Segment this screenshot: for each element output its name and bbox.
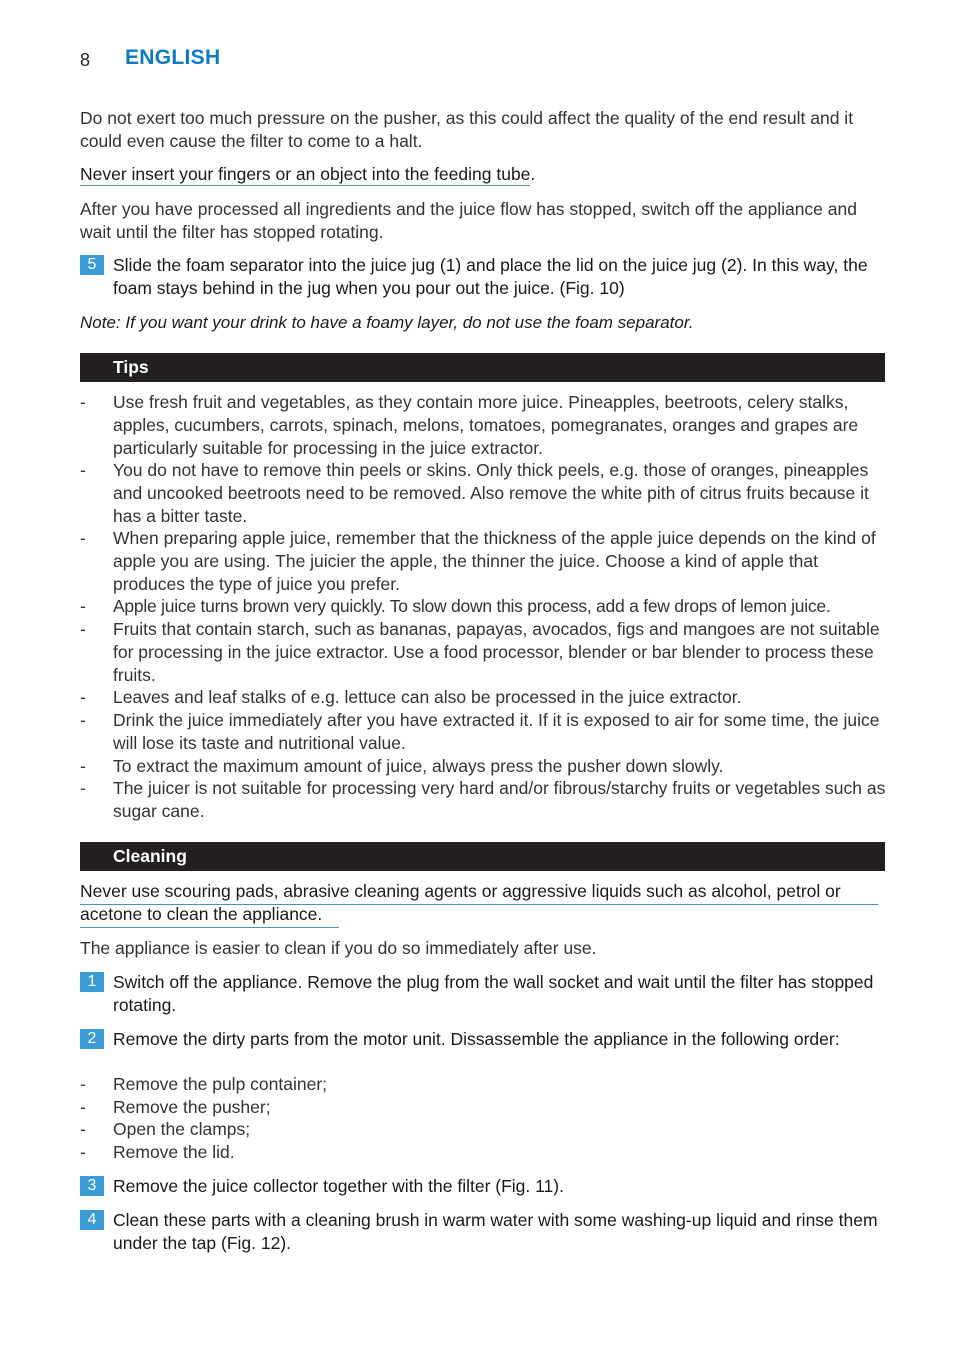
tip-item [80,709,886,755]
tip-item [80,391,886,460]
tip-text: Fruits that contain starch, such as bananas, papayas, avocados, figs and mangoes are not suitable for processing in the juice extractor. Use a food processor, blender or bar blender to process these fruits. [113,619,880,685]
dash: - [80,756,86,776]
step-number-badge: 4 [80,1210,104,1230]
tip-item [80,618,886,687]
substep-item [80,1096,886,1119]
dash: - [80,1142,86,1162]
dash: - [80,596,86,616]
substep-item [80,1073,886,1096]
cleaning-step-3 [80,1175,886,1198]
language-heading: ENGLISH [125,46,221,69]
warning-text: Never use scouring pads, abrasive cleaning agents or aggressive liquids such as alcohol, petrol or [80,880,878,905]
tip-text: Leaves and leaf stalks of e.g. lettuce can also be processed in the juice extractor. [113,687,742,707]
dash: - [80,778,86,798]
dash: - [80,1119,86,1139]
tip-item [80,595,886,618]
step-text: Slide the foam separator into the juice jug (1) and place the lid on the juice jug (2). In this way, the foam stays behind in the jug when you pour out the juice. (Fig. 10) [113,255,868,298]
intro-paragraph: Do not exert too much pressure on the pusher, as this could affect the quality of the end result and it could even cause the filter to come to a halt. [80,108,854,151]
dash: - [80,619,86,639]
step-text: Clean these parts with a cleaning brush in warm water with some washing-up liquid and rinse them under the tap (Fig. 12). [113,1210,878,1253]
section-title: Cleaning [113,846,187,866]
dash: - [80,528,86,548]
tip-text: To extract the maximum amount of juice, always press the pusher down slowly. [113,756,724,776]
cleaning-warning-line-1 [80,880,886,905]
warning-feeding-tube [80,163,886,186]
section-title: Tips [113,357,149,377]
dash: - [80,392,86,412]
tip-text: Apple juice turns brown very quickly. To slow down this process, add a few drops of lemon juice. [113,596,831,616]
dash: - [80,710,86,730]
substep-text: Remove the pusher; [113,1097,271,1117]
note-foamy-layer: Note: If you want your drink to have a foamy layer, do not use the foam separator. [80,313,694,332]
substep-text: Remove the lid. [113,1142,235,1162]
warning-text: acetone to clean the appliance. [80,903,339,928]
section-header-tips [80,353,885,382]
dash: - [80,1097,86,1117]
step-number-badge: 2 [80,1029,104,1049]
warning-text: Never insert your fingers or an object into the feeding tube [80,164,531,184]
step-text: Remove the dirty parts from the motor unit. Dissassemble the appliance in the following order: [113,1029,840,1049]
tip-item [80,686,886,709]
step-text: Switch off the appliance. Remove the plug from the wall socket and wait until the filter has stopped rotating. [113,972,874,1015]
substep-item [80,1118,886,1141]
cleaning-step-2 [80,1028,886,1074]
tip-text: Drink the juice immediately after you have extracted it. If it is exposed to air for some time, the juice will lose its taste and nutritional value. [113,710,880,753]
after-processing-paragraph: After you have processed all ingredients and the juice flow has stopped, switch off the appliance and wait until the filter has stopped rotating. [80,199,857,242]
tip-item [80,755,886,778]
tip-text: You do not have to remove thin peels or skins. Only thick peels, e.g. those of oranges, pineapples and uncooked beetroots need to be removed. Also remove the white pith of citrus fruits because it has a bitter taste. [113,460,869,526]
tip-text: The juicer is not suitable for processing very hard and/or fibrous/starchy fruits or vegetables such as sugar cane. [113,778,886,821]
tip-item [80,777,886,823]
dash: - [80,1074,86,1094]
cleaning-step-4 [80,1209,886,1255]
tip-item [80,527,886,596]
tip-item [80,459,886,528]
step-text: Remove the juice collector together with the filter (Fig. 11). [113,1176,564,1196]
step-number-badge: 1 [80,972,104,992]
cleaning-warning-line-2 [80,903,886,928]
substep-text: Open the clamps; [113,1119,251,1139]
dash: - [80,687,86,707]
step-number-badge: 3 [80,1176,104,1196]
substep-text: Remove the pulp container; [113,1074,328,1094]
cleaning-step-1 [80,971,886,1017]
tip-text: Use fresh fruit and vegetables, as they contain more juice. Pineapples, beetroots, celery stalks, apples, cucumbers, carrots, spinach, melons, tomatoes, pomegranates, oranges and grapes are particularly suitable for processing in the juice extractor. [113,392,859,458]
section-header-cleaning [80,842,885,871]
warning-period: . [530,164,536,184]
dash: - [80,460,86,480]
step-5 [80,254,886,300]
tip-text: When preparing apple juice, remember that the thickness of the apple juice depends on the kind of apple you are using. The juicier the apple, the thinner the juice. Choose a kind of apple that produces the type of juice you prefer. [113,528,876,594]
substep-item [80,1141,886,1164]
step-number-badge: 5 [80,255,104,275]
page-number: 8 [80,50,91,70]
cleaning-intro: The appliance is easier to clean if you do so immediately after use. [80,938,597,958]
